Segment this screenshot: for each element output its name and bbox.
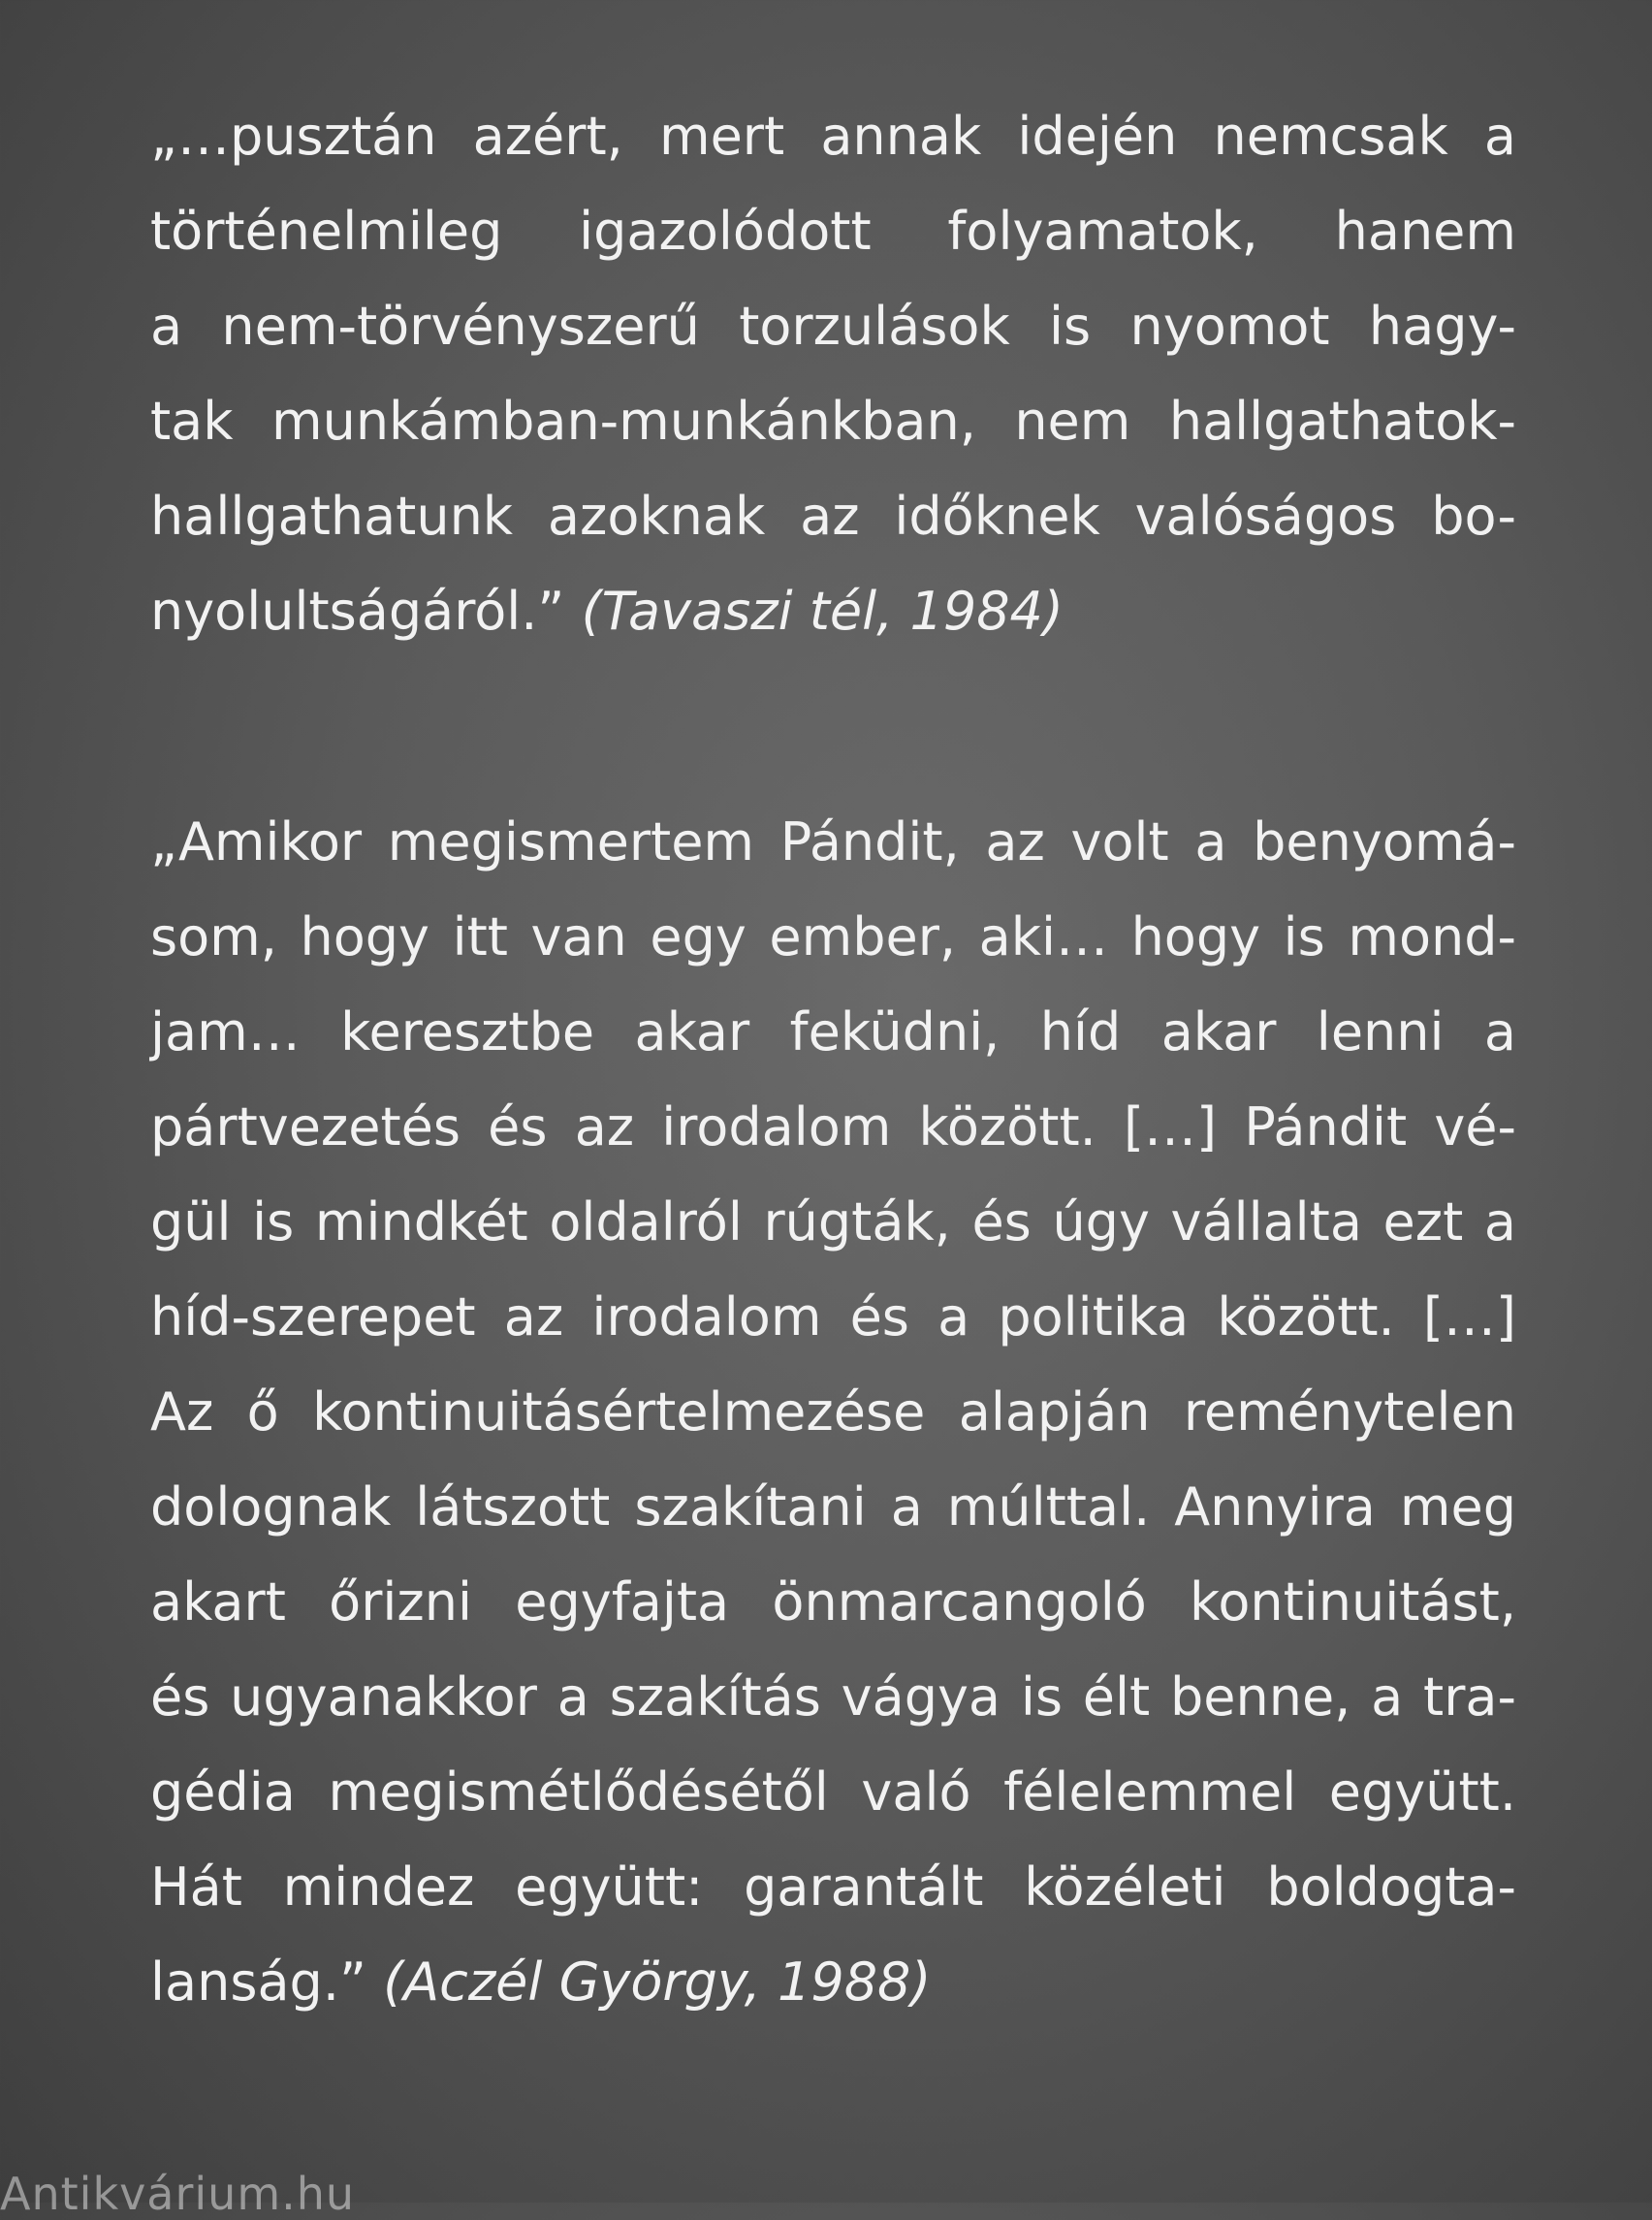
quote-2-line: som, hogy itt van egy ember, aki… hogy is mond- bbox=[150, 906, 1516, 967]
quote-1-line: a nem-törvényszerű torzulások is nyomot hagy- bbox=[150, 296, 1516, 357]
quote-1-last-line bbox=[150, 564, 1516, 659]
quote-1-line: történelmileg igazolódott folyamatok, hanem bbox=[150, 201, 1516, 262]
quote-1-source: (Tavaszi tél, 1984) bbox=[581, 581, 1064, 642]
watermark: Antikvárium.hu bbox=[0, 2168, 356, 2220]
quote-2-line: és ugyanakkor a szakítás vágya is élt benne, a tra- bbox=[150, 1666, 1516, 1728]
quote-2-line: Az ő kontinuitásértelmezése alapján reménytelen bbox=[150, 1381, 1516, 1443]
quote-1-line: hallgathatunk azoknak az időknek valóságos bo- bbox=[150, 486, 1516, 547]
quote-1-line: tak munkámban-munkánkban, nem hallgathatok- bbox=[150, 391, 1516, 452]
quote-2 bbox=[150, 795, 1516, 2030]
quote-1-line: „…pusztán azért, mert annak idején nemcsak a bbox=[150, 106, 1516, 167]
quote-2-text-end: lanság.” bbox=[150, 1951, 366, 2013]
quote-2-line: „Amikor megismertem Pándit, az volt a benyomá- bbox=[150, 811, 1516, 872]
quote-2-line: Hát mindez együtt: garantált közéleti boldogta- bbox=[150, 1856, 1516, 1918]
quote-2-source: (Aczél György, 1988) bbox=[383, 1951, 932, 2013]
quote-1 bbox=[150, 89, 1516, 659]
quote-2-last-line bbox=[150, 1935, 1516, 2030]
quote-2-line: akart őrizni egyfajta önmarcangoló kontinuitást, bbox=[150, 1571, 1516, 1633]
quote-2-line: pártvezetés és az irodalom között. […] Pándit vé- bbox=[150, 1096, 1516, 1158]
quote-2-line: híd-szerepet az irodalom és a politika között. […] bbox=[150, 1286, 1516, 1348]
quote-2-line: dolognak látszott szakítani a múlttal. Annyira meg bbox=[150, 1476, 1516, 1538]
quote-2-line: gül is mindkét oldalról rúgták, és úgy vállalta ezt a bbox=[150, 1191, 1516, 1253]
quote-1-text-end: nyolultságáról.” bbox=[150, 581, 565, 642]
quote-2-line: jam… keresztbe akar feküdni, híd akar lenni a bbox=[150, 1001, 1516, 1062]
quote-2-line: gédia megismétlődésétől való félelemmel együtt. bbox=[150, 1761, 1516, 1823]
